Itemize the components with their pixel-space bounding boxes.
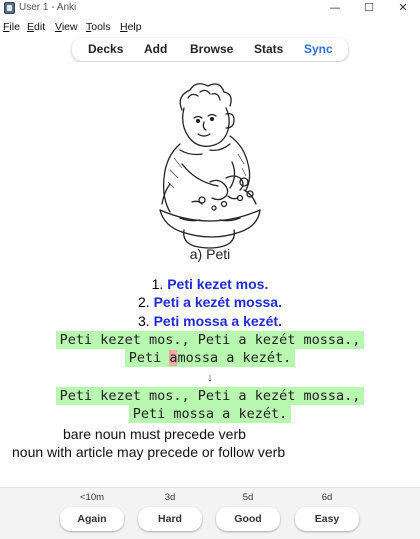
decks-button[interactable]: Decks xyxy=(88,42,124,56)
down-arrow-icon: ↓ xyxy=(207,372,213,384)
note-bare-noun: bare noun must precede verb xyxy=(63,426,246,442)
option-text-3: Peti mossa a kezét. xyxy=(153,313,282,329)
typed-answer-line-1 xyxy=(0,332,420,348)
add-button[interactable]: Add xyxy=(144,42,168,56)
ease-good xyxy=(210,491,286,531)
answer-bar xyxy=(0,487,420,539)
expected-segment-2: Peti mossa a kezét. xyxy=(129,405,291,423)
menu-bar xyxy=(0,19,420,36)
interval-hard: 3d xyxy=(164,492,176,503)
option-line-1 xyxy=(0,276,420,292)
window-title: User 1 - Anki xyxy=(19,2,77,13)
interval-again: <10m xyxy=(79,492,105,503)
ease-easy xyxy=(289,491,365,531)
expected-answer-line-2 xyxy=(0,406,420,422)
option-number-3: 3. xyxy=(138,313,154,329)
menu-edit[interactable]: Edit xyxy=(27,21,46,33)
main-toolbar xyxy=(72,38,348,61)
close-button[interactable]: ✕ xyxy=(398,1,408,14)
option-number-1: 1. xyxy=(151,276,168,292)
menu-help[interactable]: Help xyxy=(120,21,142,33)
boy-washing-hands-illustration xyxy=(140,74,280,266)
menu-view[interactable]: View xyxy=(55,21,78,33)
minimize-button[interactable]: — xyxy=(329,1,341,14)
interval-easy: 6d xyxy=(321,492,333,503)
option-text-1: Peti kezet mos. xyxy=(167,276,269,292)
option-line-3 xyxy=(0,313,420,329)
expected-segment-1: Peti kezet mos., Peti a kezét mossa., xyxy=(56,387,365,405)
anki-app-icon xyxy=(4,2,15,14)
typed-error-char: a xyxy=(169,350,178,366)
interval-good: 5d xyxy=(242,492,254,503)
typed-correct-segment: Peti kezet mos., Peti a kezét mossa., xyxy=(56,331,365,349)
browse-button[interactable]: Browse xyxy=(190,42,234,56)
note-noun-article: noun with article may precede or follow verb xyxy=(12,444,286,460)
stats-button[interactable]: Stats xyxy=(254,42,284,56)
sync-button[interactable]: Sync xyxy=(304,42,333,56)
image-caption: a) Peti xyxy=(189,246,231,262)
typed-answer-line-2 xyxy=(0,350,420,366)
option-text-2: Peti a kezét mossa. xyxy=(153,294,282,310)
ease-again xyxy=(54,491,130,531)
option-line-2 xyxy=(0,294,420,310)
card-content xyxy=(0,62,420,486)
typed-answer-segment: Peti amossa a kezét. xyxy=(125,349,296,367)
expected-answer-line-1 xyxy=(0,388,420,404)
easy-button[interactable]: Easy xyxy=(295,507,359,531)
option-number-2: 2. xyxy=(138,294,154,310)
ease-hard xyxy=(132,491,208,531)
title-bar xyxy=(0,0,420,17)
menu-tools[interactable]: Tools xyxy=(86,21,111,33)
good-button[interactable]: Good xyxy=(216,507,280,531)
again-button[interactable]: Again xyxy=(60,507,124,531)
maximize-button[interactable]: ☐ xyxy=(364,1,374,14)
menu-file[interactable]: File xyxy=(3,21,20,33)
hard-button[interactable]: Hard xyxy=(138,507,202,531)
